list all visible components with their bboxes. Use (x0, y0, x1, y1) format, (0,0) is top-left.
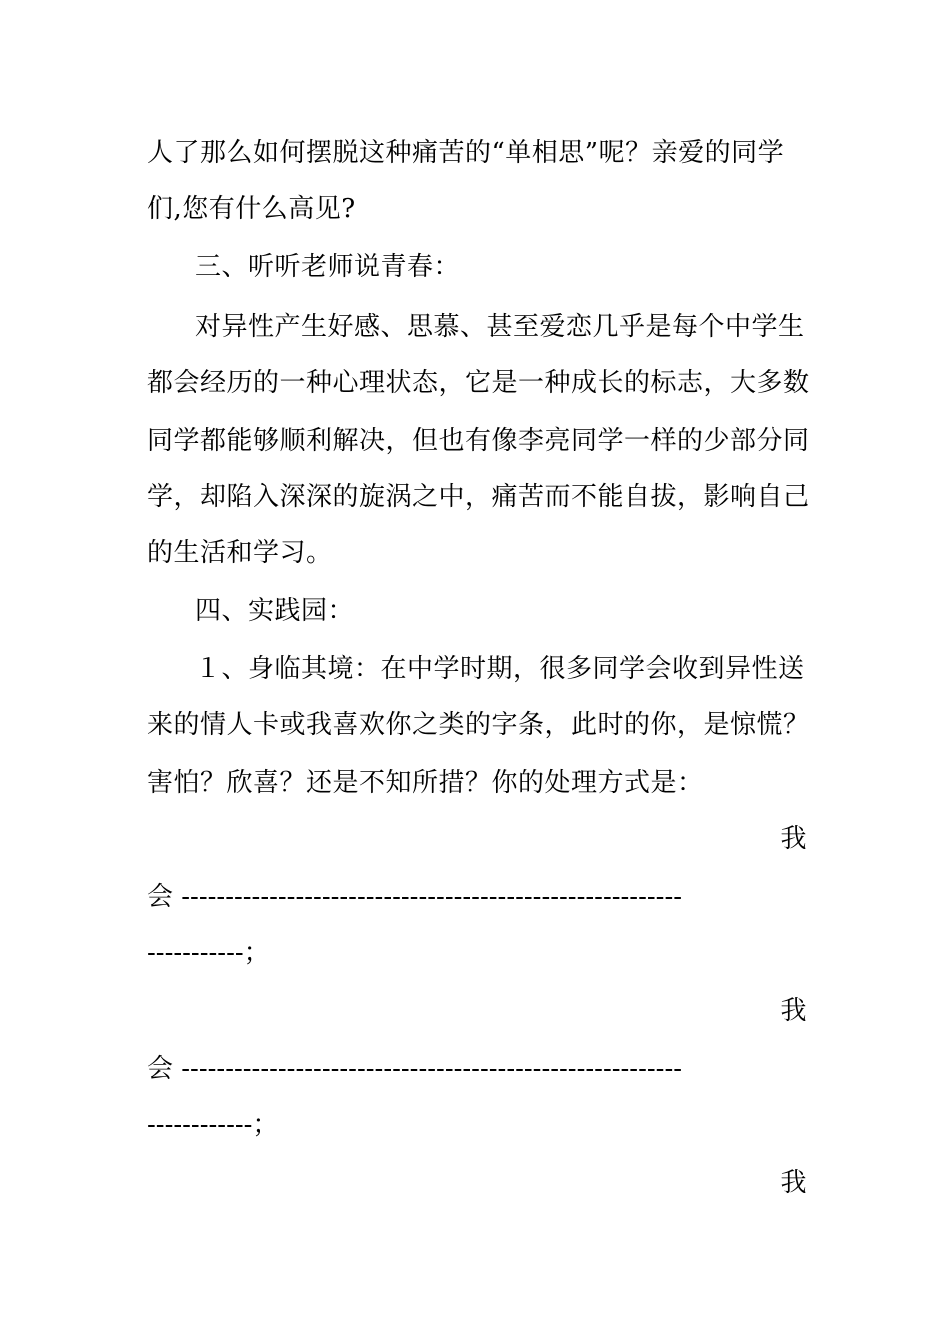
paragraph-line: 来的情人卡或我喜欢你之类的字条，此时的你，是惊慌？ (147, 710, 810, 740)
section-heading-3: 三、听听老师说青春： (195, 252, 461, 282)
answer-3-wo: 我 (780, 1168, 807, 1198)
answer-2-blank: 会 --------------------------------------------------------- (147, 1054, 683, 1084)
answer-2-blank-tail: ------------； (147, 1110, 279, 1140)
answer-2-wo: 我 (780, 996, 807, 1026)
paragraph-line: 对异性产生好感、思慕、甚至爱恋几乎是每个中学生 (195, 312, 805, 342)
paragraph-line: １、身临其境：在中学时期，很多同学会收到异性送 (195, 654, 805, 684)
paragraph-line: 都会经历的一种心理状态，它是一种成长的标志，大多数 (147, 368, 810, 398)
paragraph-line: 学，却陷入深深的旋涡之中，痛苦而不能自拔，影响自己 (147, 482, 810, 512)
paragraph-line: 害怕？欣喜？还是不知所措？你的处理方式是： (147, 768, 704, 798)
answer-1-blank-tail: -----------； (147, 938, 270, 968)
answer-1-wo: 我 (780, 824, 807, 854)
paragraph-line: 的生活和学习。 (147, 538, 333, 568)
section-heading-4: 四、实践园： (195, 596, 355, 626)
paragraph-line: 人了那么如何摆脱这种痛苦的“单相思”呢？亲爱的同学 (147, 138, 785, 168)
paragraph-line: 同学都能够顺利解决，但也有像李亮同学一样的少部分同 (147, 426, 810, 456)
paragraph-line: 们,您有什么高见? (147, 194, 356, 224)
answer-1-blank: 会 --------------------------------------------------------- (147, 882, 683, 912)
